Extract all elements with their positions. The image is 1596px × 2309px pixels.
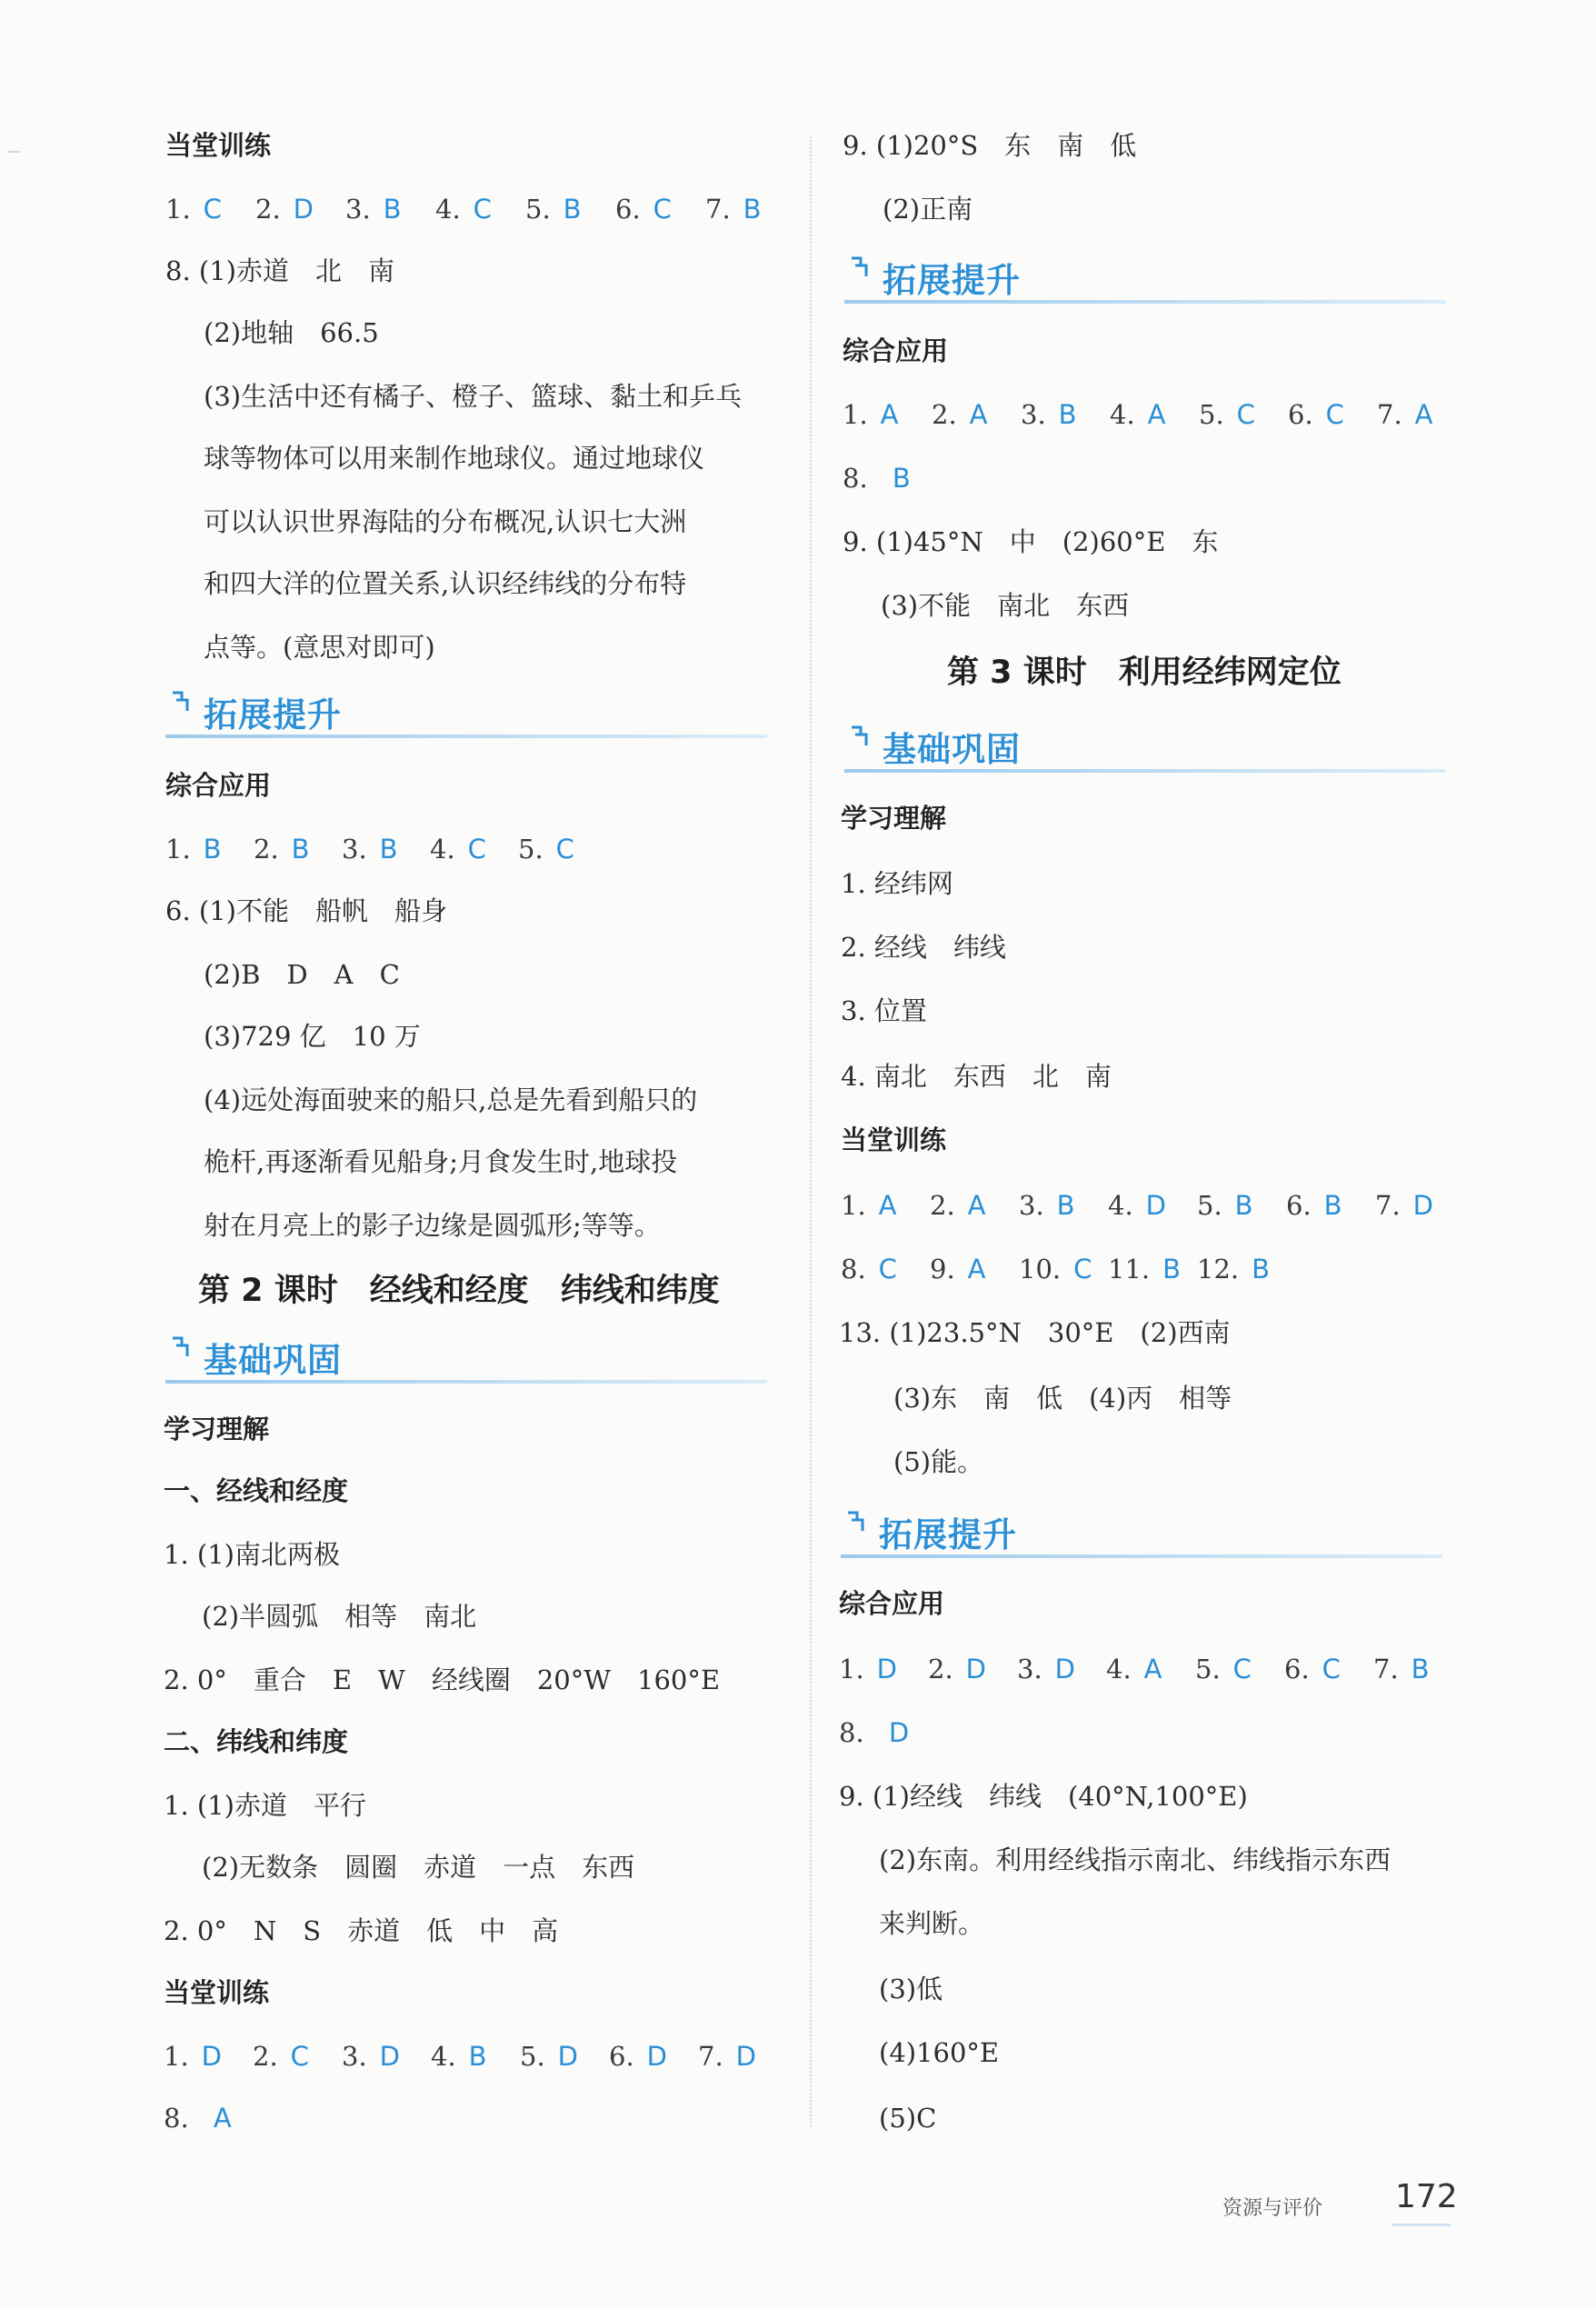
heading-xuexi: 学习理解 — [164, 1414, 270, 1444]
answer-line: 2. 0° 重合 E W 经线圈 20°W 160°E — [164, 1664, 721, 1695]
answer-line: 9. (1)20°S 东 南 低 — [843, 130, 1137, 161]
heading-dangtang: 当堂训练 — [165, 130, 272, 161]
section-header-jichu — [844, 716, 1446, 773]
choice-answer: B — [743, 194, 762, 225]
question-number: 7. — [705, 194, 731, 225]
mc-item — [930, 1187, 986, 1224]
section-title: 基础巩固 — [204, 1341, 342, 1380]
section-underline — [844, 769, 1446, 773]
choice-answer: D — [735, 2041, 757, 2072]
question-number: 1. — [839, 1654, 864, 1684]
choice-answer: D — [1145, 1190, 1167, 1221]
heading-zonghe: 综合应用 — [843, 335, 949, 366]
mc-item — [518, 831, 574, 867]
answer-line: 13. (1)23.5°N 30°E (2)西南 — [839, 1317, 1231, 1348]
choice-answer: D — [557, 2041, 579, 2072]
answer-line: (2)东南。利用经线指示南北、纬线指示东西 — [879, 1844, 1392, 1875]
question-number: 2. — [928, 1654, 953, 1684]
mc-item — [164, 2038, 222, 2074]
mc-item — [1108, 1187, 1166, 1224]
question-number: 6. — [1286, 1190, 1312, 1221]
section-header-tuozhan — [844, 247, 1446, 304]
mc-item — [928, 1651, 986, 1687]
mc-item — [932, 396, 988, 433]
question-number: 8. — [164, 2103, 189, 2134]
bookmark-icon — [848, 724, 872, 751]
answer-line: 来判断。 — [879, 1908, 985, 1939]
question-number: 5. — [518, 834, 544, 865]
answer-line: 射在月亮上的影子边缘是圆弧形;等等。 — [204, 1210, 661, 1241]
answer-line: 9. (1)经线 纬线 (40°N,100°E) — [839, 1781, 1248, 1812]
question-number: 5. — [525, 194, 551, 225]
choice-answer: D — [201, 2041, 223, 2072]
question-number: 7. — [1375, 1190, 1401, 1221]
question-number: 2. — [254, 834, 279, 865]
answer-line: 2. 经线 纬线 — [841, 932, 1006, 963]
mc-item — [1017, 1651, 1075, 1687]
answer-line: 可以认识世界海陆的分布概况,认识七大洲 — [204, 506, 687, 537]
choice-answer: C — [290, 2041, 309, 2072]
section-header-jichu — [165, 1327, 767, 1384]
question-number: 6. — [609, 2041, 634, 2072]
mc-item — [1373, 1651, 1430, 1687]
page-number-underline — [1392, 2224, 1451, 2226]
question-number: 4. — [430, 834, 455, 865]
question-number: 3. — [1019, 1190, 1044, 1221]
choice-answer: B — [563, 194, 582, 225]
lesson-title: 第 2 课时 经线和经度 纬线和纬度 — [198, 1273, 720, 1309]
page-number: 172 — [1395, 2178, 1458, 2215]
answer-line: (4)远处海面驶来的船只,总是先看到船只的 — [204, 1085, 698, 1115]
heading-xuexi: 学习理解 — [841, 803, 947, 834]
choice-answer: A — [1414, 399, 1433, 430]
choice-answer: C — [1325, 399, 1344, 430]
answer-line: 和四大洋的位置关系,认识经纬线的分布特 — [204, 568, 687, 599]
choice-answer: C — [1232, 1654, 1252, 1684]
mc-item — [1021, 396, 1077, 433]
mc-item — [1108, 1251, 1181, 1287]
answer-line: (5)能。 — [893, 1446, 984, 1477]
choice-answer: A — [967, 1254, 986, 1284]
answer-line: (2)无数条 圆圈 赤道 一点 东西 — [202, 1852, 635, 1883]
mc-item — [1019, 1251, 1092, 1287]
choice-answer: B — [383, 194, 402, 225]
answer-line: 1. (1)赤道 平行 — [164, 1790, 366, 1821]
mc-item — [1195, 1651, 1252, 1687]
question-number: 9. — [930, 1254, 955, 1284]
choice-answer: D — [293, 194, 314, 225]
answer-line: 6. (1)不能 船帆 船身 — [165, 895, 447, 926]
answer-line: (3)东 南 低 (4)丙 相等 — [893, 1383, 1232, 1414]
mc-item — [615, 191, 672, 227]
question-number: 7. — [1377, 399, 1402, 430]
mc-item — [345, 191, 402, 227]
question-number: 2. — [932, 399, 957, 430]
question-number: 3. — [345, 194, 371, 225]
answer-line: 1. (1)南北两极 — [164, 1539, 340, 1570]
choice-answer: D — [876, 1654, 898, 1684]
choice-answer: B — [468, 2041, 487, 2072]
question-number: 1. — [841, 1190, 866, 1221]
choice-answer: A — [213, 2103, 232, 2134]
choice-answer: B — [203, 834, 222, 865]
mc-item — [1377, 396, 1433, 433]
answer-line: 8. (1)赤道 北 南 — [165, 255, 394, 286]
choice-answer: D — [379, 2041, 401, 2072]
question-number: 8. — [841, 1254, 866, 1284]
question-number: 5. — [1199, 399, 1224, 430]
footer-label: 资源与评价 — [1222, 2197, 1323, 2220]
choice-answer: D — [965, 1654, 987, 1684]
mc-item — [1288, 396, 1344, 433]
choice-answer: A — [878, 1190, 897, 1221]
mc-item — [1284, 1651, 1341, 1687]
lesson-title: 第 3 课时 利用经纬网定位 — [947, 655, 1342, 691]
bookmark-icon — [844, 1509, 868, 1536]
question-number: 1. — [165, 834, 191, 865]
question-number: 5. — [1197, 1190, 1222, 1221]
mc-item — [705, 191, 762, 227]
answer-line — [839, 1714, 909, 1751]
mc-item — [520, 2038, 578, 2074]
answer-line: (4)160°E — [879, 2037, 1000, 2068]
choice-answer: A — [967, 1190, 986, 1221]
question-number: 5. — [520, 2041, 545, 2072]
mc-item — [839, 1651, 897, 1687]
section-header-tuozhan — [841, 1502, 1442, 1558]
question-number: 2. — [930, 1190, 955, 1221]
heading-zonghe: 综合应用 — [165, 770, 272, 801]
answer-line: (3)低 — [879, 1974, 943, 2004]
choice-answer: C — [1073, 1254, 1092, 1284]
question-number: 8. — [843, 463, 868, 494]
question-number: 7. — [698, 2041, 723, 2072]
choice-answer: C — [467, 834, 486, 865]
section-title: 拓展提升 — [204, 695, 342, 735]
question-number: 2. — [255, 194, 281, 225]
mc-item — [1019, 1187, 1075, 1224]
choice-answer: B — [1411, 1654, 1430, 1684]
answer-line: 3. 位置 — [841, 995, 927, 1026]
mc-item — [1286, 1187, 1342, 1224]
mc-item — [431, 2038, 487, 2074]
answer-line: 9. (1)45°N 中 (2)60°E 东 — [843, 526, 1219, 557]
question-number: 7. — [1373, 1654, 1399, 1684]
choice-answer: A — [880, 399, 899, 430]
answer-line: (2)正南 — [883, 194, 973, 225]
mc-item — [841, 1187, 897, 1224]
mc-item — [609, 2038, 667, 2074]
question-number: 4. — [1106, 1654, 1132, 1684]
choice-answer: B — [1234, 1190, 1253, 1221]
question-number: 1. — [843, 399, 868, 430]
question-number: 1. — [165, 194, 191, 225]
answer-line — [843, 460, 911, 496]
mc-item — [255, 191, 314, 227]
section-title: 基础巩固 — [883, 730, 1021, 769]
answer-line: 1. 经纬网 — [841, 868, 953, 899]
choice-answer: B — [291, 834, 310, 865]
choice-answer: C — [878, 1254, 897, 1284]
mc-item — [430, 831, 486, 867]
section-header-tuozhan — [165, 682, 767, 738]
question-number: 4. — [1108, 1190, 1133, 1221]
mc-item — [1197, 1187, 1253, 1224]
choice-answer: A — [969, 399, 988, 430]
section-title: 拓展提升 — [883, 261, 1021, 300]
choice-answer: B — [1162, 1254, 1182, 1284]
answer-line: 球等物体可以用来制作地球仪。通过地球仪 — [204, 443, 705, 474]
mc-item — [253, 2038, 309, 2074]
mc-item — [841, 1251, 897, 1287]
question-number: 3. — [1017, 1654, 1042, 1684]
answer-line: (3)729 亿 10 万 — [204, 1021, 421, 1052]
choice-answer: C — [473, 194, 492, 225]
mc-item — [1110, 396, 1166, 433]
section-title: 拓展提升 — [879, 1515, 1017, 1554]
choice-answer: B — [1252, 1254, 1271, 1284]
choice-answer: D — [888, 1717, 910, 1748]
answer-line — [164, 2100, 232, 2136]
choice-answer: C — [203, 194, 222, 225]
right-column — [823, 0, 1596, 2309]
question-number: 1. — [164, 2041, 189, 2072]
choice-answer: C — [1236, 399, 1255, 430]
answer-line: 4. 南北 东西 北 南 — [841, 1061, 1112, 1092]
mc-item — [843, 396, 899, 433]
choice-answer: B — [379, 834, 398, 865]
answer-line: (2)地轴 66.5 — [204, 317, 379, 348]
choice-answer: D — [1054, 1654, 1076, 1684]
choice-answer: A — [1147, 399, 1166, 430]
answer-line: (3)生活中还有橘子、橙子、篮球、黏土和乒乓 — [204, 381, 743, 412]
mc-item — [1197, 1251, 1270, 1287]
section-underline — [841, 1554, 1442, 1558]
mc-item — [165, 831, 222, 867]
choice-answer: B — [892, 463, 911, 494]
choice-answer: A — [1143, 1654, 1162, 1684]
answer-line: (3)不能 南北 东西 — [881, 590, 1130, 621]
choice-answer: C — [1322, 1654, 1341, 1684]
question-number: 4. — [435, 194, 461, 225]
heading-jingxian: 一、经线和经度 — [164, 1475, 349, 1506]
choice-answer: C — [555, 834, 574, 865]
question-number: 6. — [1284, 1654, 1310, 1684]
heading-dangtang: 当堂训练 — [164, 1977, 270, 2008]
question-number: 12. — [1197, 1254, 1240, 1284]
question-number: 11. — [1108, 1254, 1151, 1284]
section-underline — [165, 735, 767, 738]
heading-weixian: 二、纬线和纬度 — [164, 1726, 349, 1757]
answer-line: 2. 0° N S 赤道 低 中 高 — [164, 1915, 559, 1946]
mc-item — [1375, 1187, 1433, 1224]
bookmark-icon — [169, 1334, 193, 1362]
question-number: 3. — [342, 2041, 367, 2072]
mc-item — [1199, 396, 1255, 433]
mc-item — [342, 2038, 400, 2074]
mc-item — [165, 191, 222, 227]
mc-item — [435, 191, 492, 227]
choice-answer: B — [1323, 1190, 1342, 1221]
bookmark-icon — [848, 255, 872, 282]
question-number: 8. — [839, 1717, 864, 1748]
choice-answer: B — [1056, 1190, 1075, 1221]
choice-answer: D — [646, 2041, 668, 2072]
question-number: 3. — [1021, 399, 1046, 430]
question-number: 4. — [431, 2041, 456, 2072]
mc-item — [342, 831, 398, 867]
question-number: 10. — [1019, 1254, 1062, 1284]
section-underline — [165, 1380, 767, 1384]
answer-line: 桅杆,再逐渐看见船身;月食发生时,地球投 — [204, 1146, 678, 1177]
answer-line: (2)半圆弧 相等 南北 — [202, 1601, 477, 1632]
answer-line: (5)C — [879, 2103, 937, 2134]
question-number: 3. — [342, 834, 367, 865]
choice-answer: D — [1412, 1190, 1434, 1221]
answer-line: 点等。(意思对即可) — [204, 632, 435, 663]
question-number: 4. — [1110, 399, 1135, 430]
heading-zonghe: 综合应用 — [839, 1588, 945, 1619]
question-number: 6. — [1288, 399, 1313, 430]
mc-item — [930, 1251, 986, 1287]
heading-dangtang: 当堂训练 — [841, 1125, 947, 1155]
mc-item — [1106, 1651, 1162, 1687]
answer-line: (2)B D A C — [204, 959, 400, 990]
question-number: 6. — [615, 194, 641, 225]
question-number: 5. — [1195, 1654, 1221, 1684]
choice-answer: C — [653, 194, 672, 225]
mc-item — [698, 2038, 756, 2074]
bookmark-icon — [169, 689, 193, 716]
choice-answer: B — [1058, 399, 1077, 430]
section-underline — [844, 300, 1446, 304]
question-number: 2. — [253, 2041, 278, 2072]
mc-item — [525, 191, 582, 227]
mc-item — [254, 831, 310, 867]
